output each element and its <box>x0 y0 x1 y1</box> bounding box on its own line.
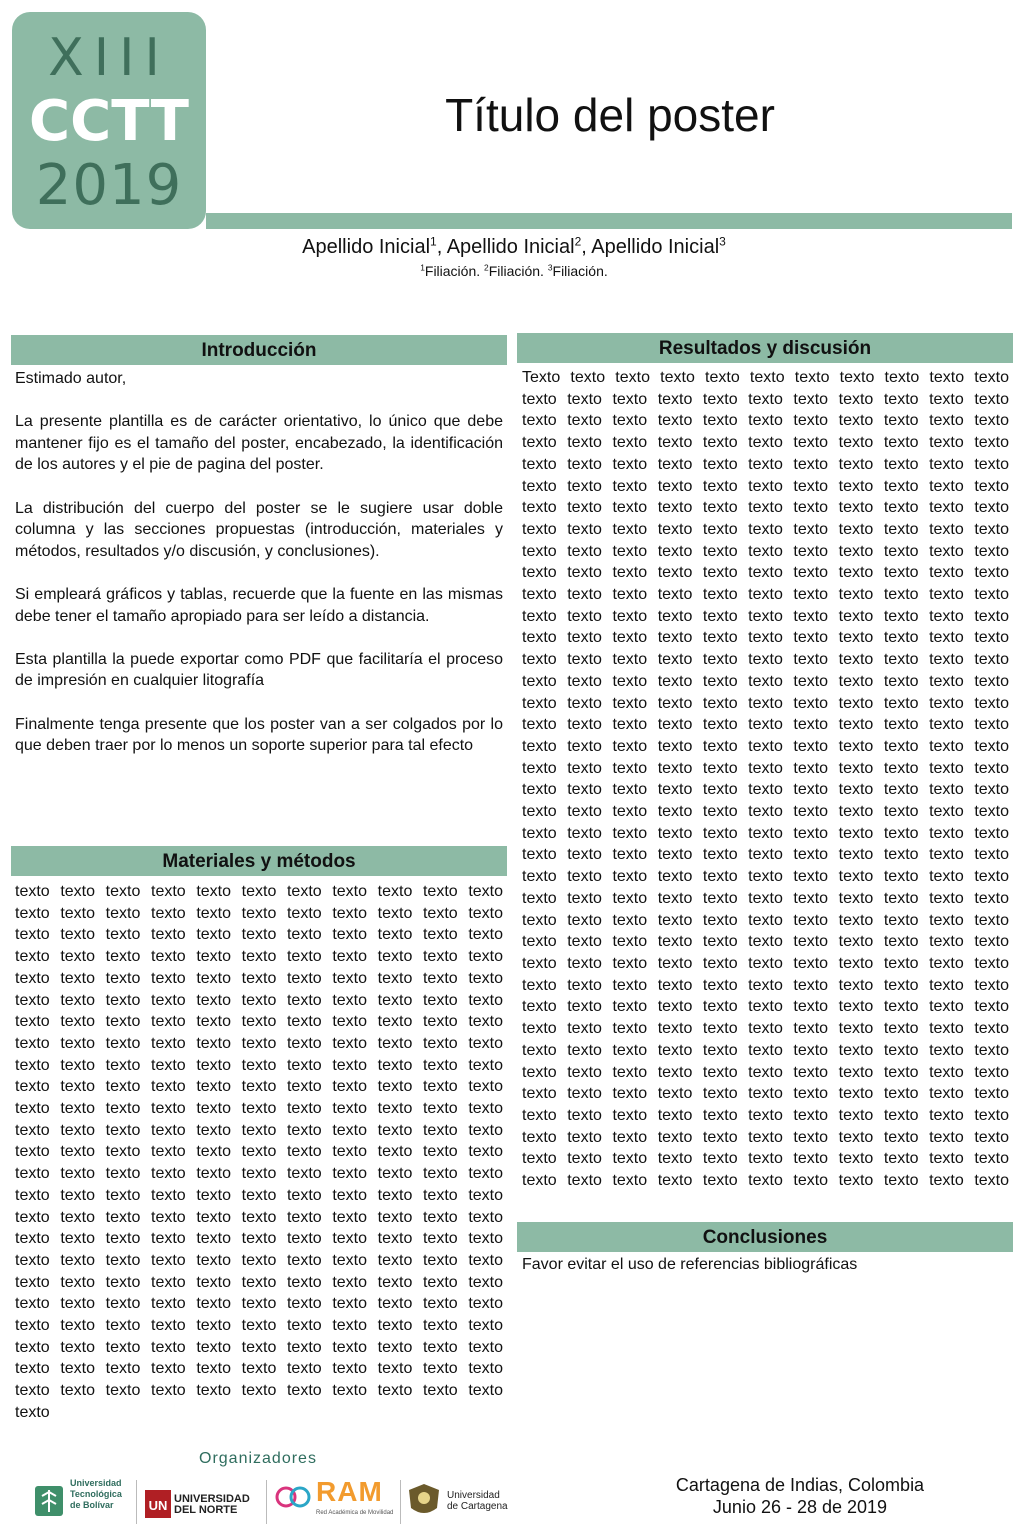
author-name: Apellido Inicial <box>446 236 575 258</box>
intro-paragraph: La distribución del cuerpo del poster se le sugiere usar doble columna y las secciones propuestas (introducción, materiales y métodos, resultados y/o discusión, y conclusiones). <box>15 499 503 560</box>
intro-paragraph: Estimado autor, <box>15 370 127 387</box>
affil-ref: 2 <box>484 262 489 273</box>
sponsor-divider <box>400 1480 401 1524</box>
author-name: Apellido Inicial <box>591 236 720 258</box>
results-heading: Resultados y discusión <box>517 333 1013 363</box>
poster-title: Título del poster <box>445 89 775 141</box>
sponsor-divider <box>266 1480 267 1524</box>
author-affil-ref: 1 <box>430 234 437 249</box>
uninorte-logo <box>145 1474 260 1526</box>
sponsor-name: Universidad Tecnológica de Bolívar <box>70 1478 122 1510</box>
title-underline-bar <box>206 213 1012 229</box>
udc-crest-icon <box>405 1482 443 1520</box>
sponsor-subtitle: Red Académica de Movilidad <box>316 1510 394 1516</box>
affiliation: Filiación. <box>424 263 481 279</box>
author-affil-ref: 2 <box>574 234 582 249</box>
materials-heading: Materiales y métodos <box>11 846 507 876</box>
intro-paragraph: La presente plantilla es de carácter orientativo, lo único que debe mantener fijo es el tamaño del poster, encabezado, la identificación de los autores y el pie de pagina del poster. <box>15 413 503 474</box>
affil-ref: 1 <box>420 262 425 273</box>
sponsor-divider <box>136 1480 137 1524</box>
logo-line-1: XIII <box>48 28 170 88</box>
affiliation-list <box>214 263 814 279</box>
event-location-dates <box>650 1474 950 1518</box>
conclusions-body: Favor evitar el uso de referencias bibliográficas <box>522 1256 858 1273</box>
introduction-heading: Introducción <box>11 335 507 365</box>
affil-ref: 3 <box>547 262 553 273</box>
intro-paragraph: Finalmente tenga presente que los poster van a ser colgados por lo que deben traer por lo menos un soporte superior para tal efecto <box>15 715 503 755</box>
affiliation: Filiación. <box>552 263 608 279</box>
ram-logo <box>274 1474 394 1526</box>
event-dates: Junio 26 - 28 de 2019 <box>712 1497 888 1517</box>
introduction-body <box>15 368 503 778</box>
conclusions-heading: Conclusiones <box>517 1222 1013 1252</box>
event-location: Cartagena de Indias, Colombia <box>675 1475 925 1495</box>
organizers-label: Organizadores <box>199 1450 317 1467</box>
sponsor-name: RAM <box>316 1476 383 1507</box>
logo-line-2: CCTT <box>29 89 189 154</box>
materials-body: texto texto texto texto texto texto texto texto texto texto texto texto texto texto texto texto texto texto texto texto texto texto texto texto texto texto texto texto texto texto texto texto texto texto texto texto texto texto texto texto texto texto texto texto texto texto texto texto texto texto texto texto texto texto texto texto texto texto texto texto texto texto texto texto texto texto texto texto texto texto texto texto texto texto texto texto texto texto texto texto texto texto texto texto texto texto texto texto texto texto texto texto texto texto texto texto texto texto texto texto texto texto texto texto texto texto texto texto texto texto texto texto texto texto texto texto texto texto texto texto texto texto texto texto texto texto texto texto texto texto texto texto texto texto texto texto texto texto texto texto texto texto texto texto texto texto texto texto texto texto texto texto texto texto texto texto texto texto texto texto texto texto texto texto texto texto texto texto texto texto texto texto texto texto texto texto texto texto texto texto texto texto texto texto texto texto texto texto texto texto texto texto texto texto texto texto texto texto texto texto texto texto texto texto texto texto texto texto texto texto texto texto texto texto texto texto texto texto texto texto texto texto texto texto texto texto texto texto texto texto texto texto texto texto texto texto texto texto texto texto texto texto texto texto texto texto texto texto texto texto texto texto texto texto texto texto texto texto texto texto texto texto texto texto texto <box>15 883 503 1421</box>
sponsor-name: UNIVERSIDAD DEL NORTE <box>174 1493 250 1516</box>
logo-line-3: 2019 <box>35 153 183 218</box>
author-list: Apellido Inicial$^1$, Apellido Inicial$^2$, Apellido Inicial$^3$ <box>302 234 726 258</box>
affiliation: Filiación. <box>488 263 544 279</box>
svg-text:UN: UN <box>148 1498 168 1513</box>
author-affil-ref: 3 <box>719 234 726 249</box>
event-logo <box>12 12 206 229</box>
sponsor-name: Universidad de Cartagena <box>447 1490 508 1512</box>
intro-paragraph: Si empleará gráficos y tablas, recuerde que la fuente en las mismas debe tener el tamaño apropiado para ser leído a distancia. <box>15 585 503 625</box>
utb-logo <box>34 1474 129 1526</box>
intro-paragraph: Esta plantilla la puede exportar como PDF que facilitaría el proceso de impresión en cualquier litografía <box>15 650 503 690</box>
uninorte-icon <box>145 1490 171 1518</box>
utb-icon <box>34 1484 64 1520</box>
udc-logo <box>405 1474 510 1526</box>
author-name: Apellido Inicial <box>302 236 431 258</box>
results-body: Texto texto texto texto texto texto texto texto texto texto texto texto texto texto texto texto texto texto texto texto texto texto texto texto texto texto texto texto texto texto texto texto texto texto texto texto texto texto texto texto texto texto texto texto texto texto texto texto texto texto texto texto texto texto texto texto texto texto texto texto texto texto texto texto texto texto texto texto texto texto texto texto texto texto texto texto texto texto texto texto texto texto texto texto texto texto texto texto texto texto texto texto texto texto texto texto texto texto texto texto texto texto texto texto texto texto texto texto texto texto texto texto texto texto texto texto texto texto texto texto texto texto texto texto texto texto texto texto texto texto texto texto texto texto texto texto texto texto texto texto texto texto texto texto texto texto texto texto texto texto texto texto texto texto texto texto texto texto texto texto texto texto texto texto texto texto texto texto texto texto texto texto texto texto texto texto texto texto texto texto texto texto texto texto texto texto texto texto texto texto texto texto texto texto texto texto texto texto texto texto texto texto texto texto texto texto texto texto texto texto texto texto texto texto texto texto texto texto texto texto texto texto texto texto texto texto texto texto texto texto texto texto texto texto texto texto texto texto texto texto texto texto texto texto texto texto texto texto texto texto texto texto texto texto texto texto texto texto texto texto texto texto texto texto texto texto texto texto texto texto texto texto texto texto texto texto texto texto texto texto texto texto texto texto texto texto texto texto texto texto texto texto texto texto texto texto texto texto texto texto texto texto texto texto texto texto texto texto texto texto texto texto texto texto texto texto texto texto texto texto texto texto texto texto texto texto texto texto texto texto texto texto texto texto texto texto texto texto texto texto texto texto texto texto texto texto texto texto texto texto texto texto texto texto texto texto texto texto texto texto texto texto texto texto texto texto texto texto texto texto texto texto texto texto texto texto texto texto texto texto texto texto texto texto texto texto texto texto texto texto texto texto texto texto texto texto texto texto texto texto texto texto texto texto texto texto texto texto texto texto texto texto texto texto texto texto texto texto <box>522 369 1009 1190</box>
ram-icon <box>274 1482 314 1512</box>
